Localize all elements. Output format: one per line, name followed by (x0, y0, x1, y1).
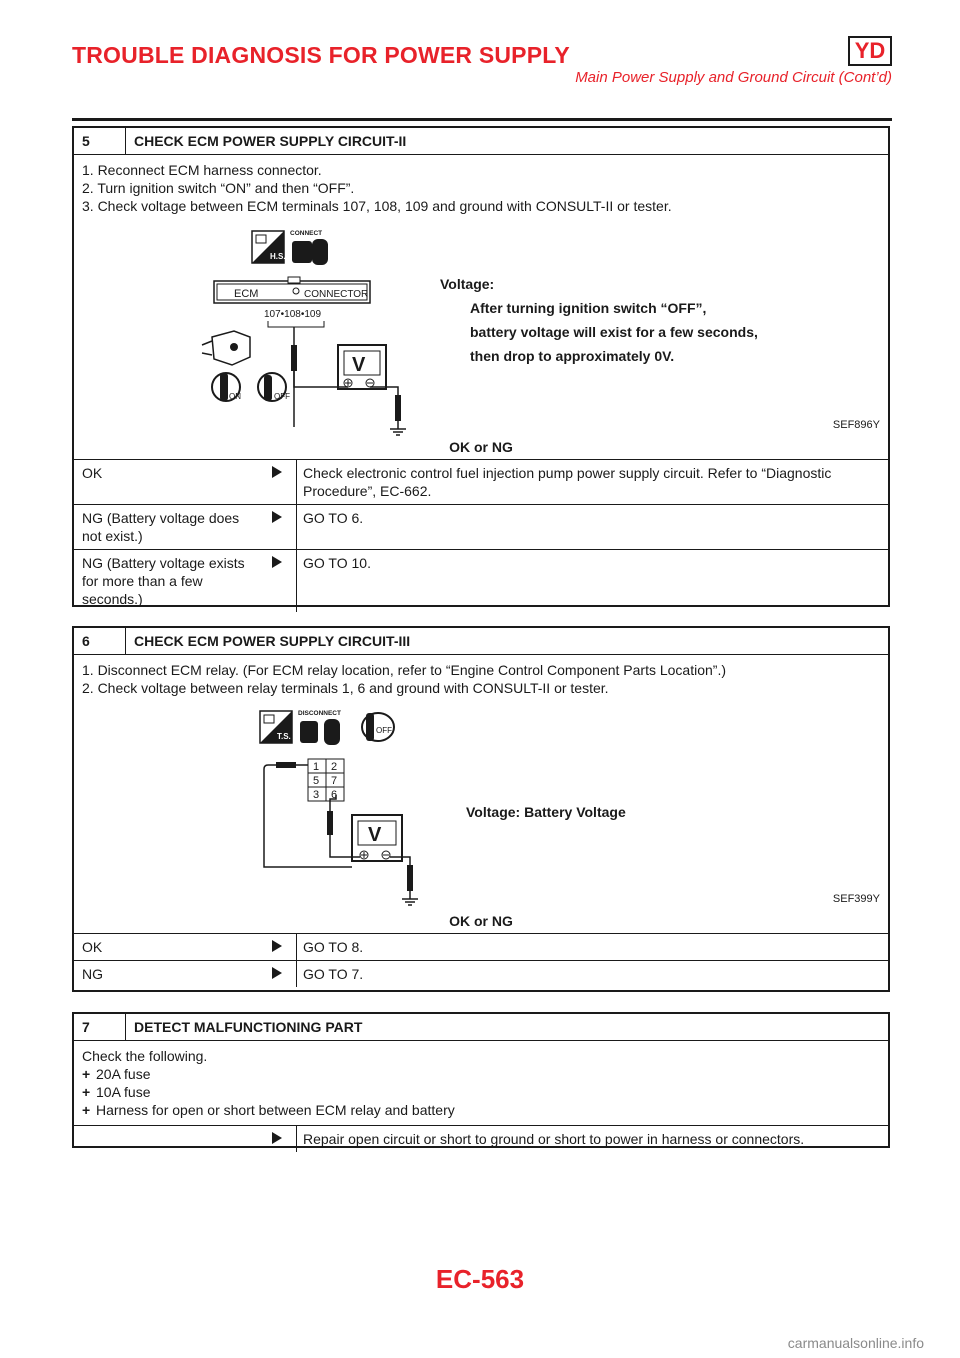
probe-1 (276, 762, 296, 768)
relay-terminal-label: 1 (313, 761, 320, 773)
step-6-title: CHECK ECM POWER SUPPLY CIRCUIT-III (134, 633, 411, 649)
arrow-right-icon (272, 511, 282, 523)
voltmeter-icon (338, 345, 386, 389)
ground-icon (402, 891, 418, 905)
engine-badge: YD (848, 36, 892, 66)
ignition-off-icon (258, 373, 290, 401)
ecm-label: ECM (234, 288, 259, 300)
disconnect-label: DISCONNECT (298, 710, 341, 717)
result-condition: NG (Battery voltage exists for more than a few seconds.) (82, 555, 245, 607)
relay-terminal-label: 7 (331, 775, 338, 787)
engine-icon (202, 331, 250, 365)
ground-icon (390, 421, 406, 435)
figure-code: SEF896Y (832, 419, 880, 431)
result-condition (74, 1126, 258, 1152)
ecm-voltage-diagram (74, 215, 888, 437)
page-subtitle: Main Power Supply and Ground Circuit (Cont’d) (575, 69, 892, 86)
off-label: OFF (376, 726, 392, 735)
step-5-title-row (74, 128, 888, 155)
arrow-right-icon (272, 1132, 282, 1144)
bullet-icon: + (82, 1084, 91, 1100)
result-action: GO TO 10. (296, 550, 888, 612)
probe-6 (327, 811, 333, 835)
meter-label: V (352, 354, 366, 376)
relay-terminal-label: 3 (313, 789, 320, 801)
step-5-box (72, 126, 890, 607)
result-action: GO TO 8. (296, 934, 888, 960)
voltage-spec-heading: Voltage: (440, 276, 495, 292)
connect-icon (290, 230, 328, 265)
negative-probe (395, 395, 401, 421)
instruction-line: 1. Disconnect ECM relay. (For ECM relay location, refer to “Engine Control Component Parts Location”.) (82, 662, 726, 678)
terminals-label: 107•108•109 (264, 309, 322, 320)
figure-code: SEF399Y (832, 893, 880, 905)
step-6-instructions (74, 655, 888, 697)
relay-terminal-label: 5 (313, 775, 320, 787)
bullet-text: 10A fuse (96, 1084, 151, 1100)
instruction-line: 1. Reconnect ECM harness connector. (82, 162, 322, 178)
list-item (82, 1065, 880, 1083)
arrow-right-icon (272, 940, 282, 952)
instruction-line: Check the following. (82, 1048, 208, 1064)
result-arrow (258, 1126, 296, 1152)
voltmeter-icon (352, 815, 402, 861)
instruction-line: 2. Turn ignition switch “ON” and then “OFF”. (82, 180, 355, 196)
result-condition: OK (82, 465, 103, 481)
result-action: GO TO 6. (296, 505, 888, 549)
voltage-spec-line: then drop to approximately 0V. (470, 348, 675, 364)
result-row (74, 459, 888, 504)
voltage-spec-line: After turning ignition switch “OFF”, (470, 300, 707, 316)
negative-probe (407, 865, 413, 891)
disconnect-icon (298, 710, 341, 745)
voltage-spec: Voltage: Battery Voltage (466, 804, 626, 820)
step-7-title: DETECT MALFUNCTIONING PART (134, 1019, 363, 1035)
ecm-connector (214, 277, 370, 327)
result-row (74, 960, 888, 987)
header-divider (72, 118, 892, 121)
step-6-number: 6 (74, 628, 126, 654)
step-5-title: CHECK ECM POWER SUPPLY CIRCUIT-II (134, 133, 407, 149)
step-7-number: 7 (74, 1014, 126, 1040)
ok-or-ng-label: OK or NG (449, 439, 513, 455)
result-action: Repair open circuit or short to ground or short to power in harness or connectors. (296, 1126, 888, 1152)
page-title: TROUBLE DIAGNOSIS FOR POWER SUPPLY (72, 42, 570, 68)
ignition-off-icon (362, 713, 394, 741)
on-label: ON (229, 392, 241, 401)
off-label: OFF (274, 392, 290, 401)
result-row (74, 933, 888, 960)
instruction-line: 3. Check voltage between ECM terminals 107, 108, 109 and ground with CONSULT-II or tester. (82, 198, 672, 214)
hand-switch-icon (252, 231, 286, 263)
relay-terminal-label: 6 (331, 789, 338, 801)
list-item (82, 1101, 880, 1119)
hs-label: H.S. (270, 252, 286, 261)
relay-voltage-diagram (74, 697, 888, 911)
relay-terminal-label: 2 (331, 761, 338, 773)
step-6-figure (74, 697, 888, 911)
result-arrow (258, 961, 296, 987)
trouble-shoot-icon (260, 711, 292, 743)
result-condition: NG (Battery voltage does not exist.) (82, 510, 240, 544)
arrow-right-icon (272, 466, 282, 478)
result-arrow (258, 505, 296, 549)
step-7-title-row (74, 1014, 888, 1041)
instruction-line: 2. Check voltage between relay terminals 1, 6 and ground with CONSULT-II or tester. (82, 680, 609, 696)
connect-label: CONNECT (290, 230, 323, 237)
result-row (74, 1125, 888, 1152)
page-number: EC-563 (435, 1264, 525, 1294)
ts-label: T.S. (277, 732, 291, 741)
result-action: GO TO 7. (296, 961, 888, 987)
ignition-on-icon (212, 373, 241, 401)
step-6-title-row (74, 628, 888, 655)
result-arrow (258, 550, 296, 612)
meter-label: V (368, 824, 382, 846)
ok-or-ng-label: OK or NG (449, 913, 513, 929)
result-row (74, 504, 888, 549)
voltage-spec-line: battery voltage will exist for a few seconds, (470, 324, 758, 340)
watermark: carmanualsonline.info (787, 1335, 924, 1351)
step-6-box (72, 626, 890, 992)
result-arrow (258, 934, 296, 960)
step-5-instructions (74, 155, 888, 215)
bullet-text: Harness for open or short between ECM relay and battery (96, 1102, 455, 1118)
step-7-box (72, 1012, 890, 1148)
bullet-icon: + (82, 1102, 91, 1118)
result-arrow (258, 460, 296, 504)
step-7-instructions (74, 1041, 888, 1125)
connector-label: CONNECTOR (304, 289, 369, 300)
arrow-right-icon (272, 967, 282, 979)
list-item (82, 1083, 880, 1101)
step-5-figure (74, 215, 888, 437)
result-condition: OK (82, 939, 103, 955)
bullet-icon: + (82, 1066, 91, 1082)
result-condition: NG (82, 966, 103, 982)
step-5-number: 5 (74, 128, 126, 154)
result-row (74, 549, 888, 612)
arrow-right-icon (272, 556, 282, 568)
result-action: Check electronic control fuel injection pump power supply circuit. Refer to “Diagnostic Procedure”, EC-662. (296, 460, 888, 504)
bullet-text: 20A fuse (96, 1066, 151, 1082)
relay-terminal-block (308, 759, 344, 801)
